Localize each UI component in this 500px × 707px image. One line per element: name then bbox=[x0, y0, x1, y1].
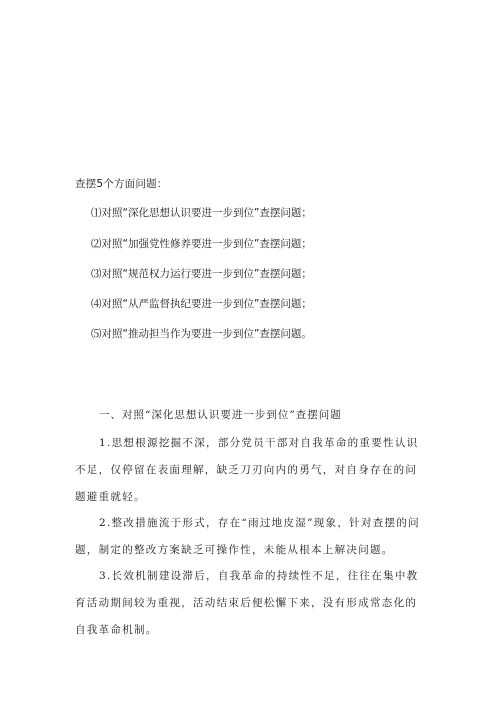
paragraph-2: 2.整改措施流于形式，存在“雨过地皮湿”现象，针对查摆的问题，制定的整改方案缺乏可操作性，未能从根本上解决问题。 bbox=[75, 517, 420, 556]
summary-item-2: ⑵对照“加强党性修养要进一步到位”查摆问题； bbox=[91, 238, 312, 250]
summary-item-1: ⑴对照“深化思想认识要进一步到位”查摆问题； bbox=[91, 207, 312, 219]
summary-heading: 查摆5个方面问题： bbox=[75, 178, 168, 190]
summary-item-3: ⑶对照“规范权力运行要进一步到位”查摆问题； bbox=[91, 268, 312, 280]
summary-item-4: ⑷对照“从严监督执纪要进一步到位”查摆问题； bbox=[91, 298, 312, 310]
summary-item-5: ⑸对照“推动担当作为要进一步到位”查摆问题。 bbox=[91, 328, 312, 340]
paragraph-1: 1.思想根源挖掘不深，部分党员干部对自我革命的重要性认识不足，仅停留在表面理解，缺乏刀刃向内的勇气，对自身存在的问题避重就轻。 bbox=[75, 437, 419, 503]
paragraph-3: 3.长效机制建设滞后，自我革命的持续性不足，往往在集中教育活动期间较为重视，活动结束后便松懈下来，没有形成常态化的自我革命机制。 bbox=[75, 570, 419, 636]
section-heading: 一、对照“深化思想认识要进一步到位”查摆问题 bbox=[99, 409, 342, 421]
